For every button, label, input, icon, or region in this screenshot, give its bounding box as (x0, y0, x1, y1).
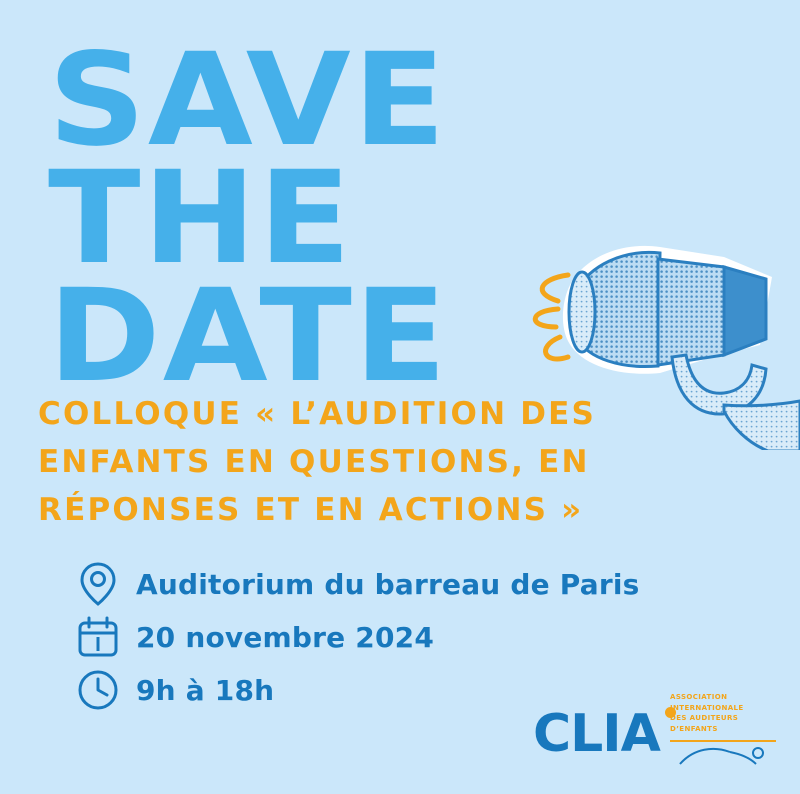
logo-figure-icon (670, 736, 776, 766)
detail-location (72, 558, 712, 610)
detail-date-text: 20 novembre 2024 (136, 620, 435, 654)
logo-tagline (670, 692, 778, 734)
detail-date (72, 611, 712, 663)
headline-line-1: SAVE THE (48, 26, 448, 293)
logo-tagline-line-1: ASSOCIATION INTERNATIONALE (670, 693, 744, 712)
detail-location-text: Auditorium du barreau de Paris (136, 567, 640, 601)
calendar-icon (72, 611, 124, 663)
event-subtitle: COLLOQUE « L’AUDITION DES ENFANTS EN QUESTIONS, EN RÉPONSES ET EN ACTIONS » (38, 396, 597, 529)
logo-wordmark: CLIA (533, 704, 660, 764)
logo-tagline-line-2: DES AUDITEURS D’ENFANTS (670, 714, 739, 733)
detail-time-text: 9h à 18h (136, 673, 275, 707)
location-pin-icon (72, 558, 124, 610)
clia-logo (533, 692, 778, 772)
headline-line-2: DATE (48, 261, 449, 411)
clock-icon (72, 664, 124, 716)
